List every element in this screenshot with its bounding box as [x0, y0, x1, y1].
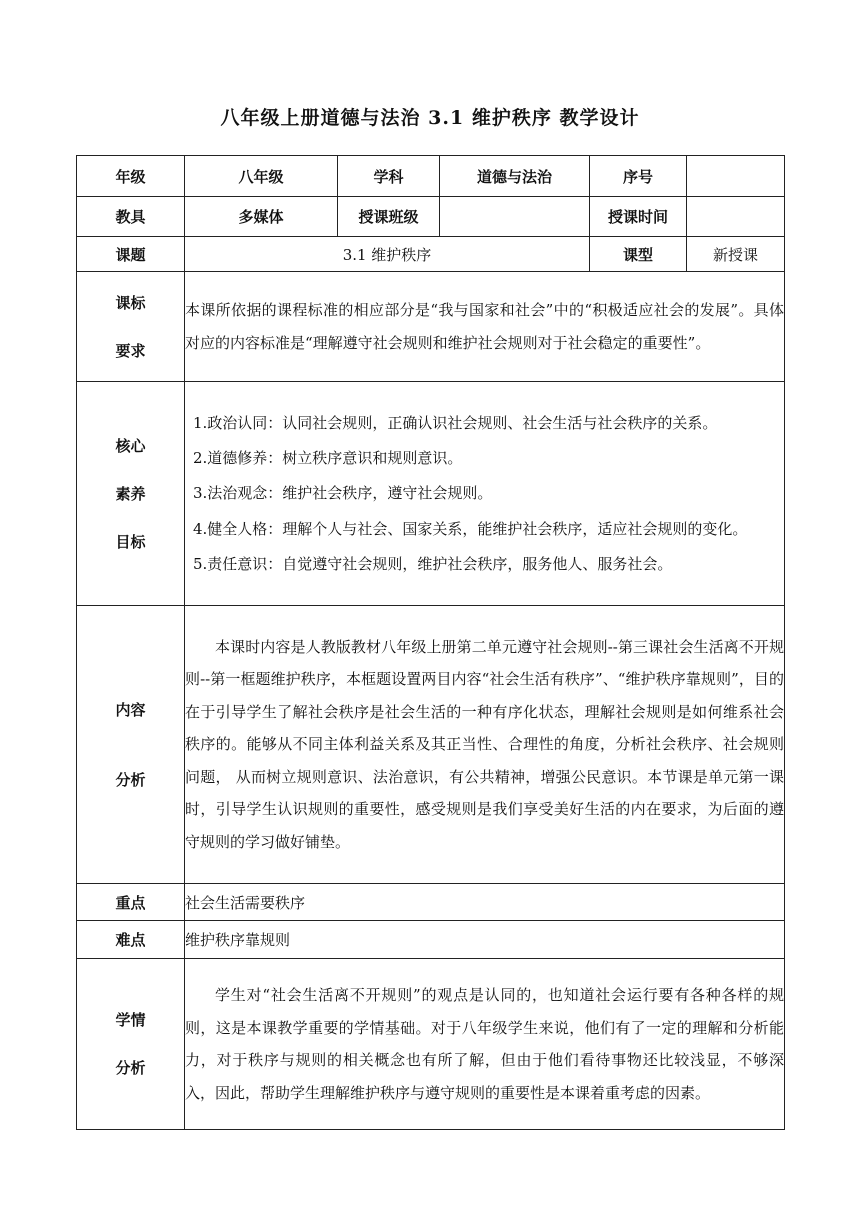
class-value	[440, 197, 590, 237]
info-row-3	[77, 237, 785, 272]
content-text: 本课时内容是人教版教材八年级上册第二单元遵守社会规则--第三课社会生活离不开规则--第一框题维护秩序，本框题设置两目内容“社会生活有秩序”、“维护秩序靠规则”，目的在于引导学生了解社会秩序是社会生活的一种有序化状态，理解社会规则是如何维系社会秩序的。能够从不同主体利益关系及其正当性、合理性的角度，分析社会秩序、社会规则问题， 从而树立规则意识、法治意识，有公共精神，增强公民意识。本节课是单元第一课时，引导学生认识规则的重要性，感受规则是我们享受美好生活的内在要求，为后面的遵守规则的学习做好铺垫。	[185, 606, 785, 884]
difficulty-text: 维护秩序靠规则	[185, 921, 785, 959]
type-label: 课型	[590, 237, 687, 272]
standard-label-line-1: 课标	[115, 293, 146, 312]
topic-value: 3.1 维护秩序	[185, 237, 590, 272]
info-row-2	[77, 197, 785, 237]
standard-text: 本课所依据的课程标准的相应部分是“我与国家和社会”中的“积极适应社会的发展”。具体对应的内容标准是“理解遵守社会规则和维护社会规则对于社会稳定的重要性”。	[185, 272, 785, 382]
info-row-1	[77, 156, 785, 197]
time-value	[687, 197, 785, 237]
difficulty-label: 难点	[77, 921, 185, 959]
content-label-line-2: 分析	[115, 770, 146, 789]
type-value: 新授课	[687, 237, 785, 272]
serial-label: 序号	[590, 156, 687, 197]
core-label-line-1: 核心	[115, 436, 146, 455]
core-goal-item: 3.法治观念：维护社会秩序，遵守社会规则。	[193, 483, 493, 502]
content-label-line-1: 内容	[115, 700, 146, 719]
core-row	[77, 382, 785, 606]
subject-value: 道德与法治	[440, 156, 590, 197]
key-label: 重点	[77, 884, 185, 921]
students-text: 学生对“社会生活离不开规则”的观点是认同的，也知道社会运行要有各种各样的规则，这是本课教学重要的学情基础。对于八年级学生来说，他们有了一定的理解和分析能力，对于秩序与规则的相关概念也有所了解，但由于他们看待事物还比较浅显，不够深入，因此，帮助学生理解维护秩序与遵守规则的重要性是本课着重考虑的因素。	[185, 959, 785, 1130]
document-title: 八年级上册道德与法治 3.1 维护秩序 教学设计	[220, 107, 640, 129]
core-goal-item: 5.责任意识：自觉遵守社会规则，维护社会秩序，服务他人、服务社会。	[193, 554, 673, 573]
subject-label: 学科	[338, 156, 440, 197]
content-row	[77, 606, 785, 884]
standard-label-line-2: 要求	[115, 341, 146, 360]
core-label-line-2: 素养	[115, 484, 146, 503]
students-label-line-1: 学情	[115, 1011, 146, 1029]
standard-row	[77, 272, 785, 382]
time-label: 授课时间	[590, 197, 687, 237]
core-label	[77, 382, 185, 606]
tools-label: 教具	[77, 197, 185, 237]
grade-label: 年级	[77, 156, 185, 197]
students-label	[77, 959, 185, 1130]
topic-label: 课题	[77, 237, 185, 272]
content-label	[77, 606, 185, 884]
class-label: 授课班级	[338, 197, 440, 237]
core-label-line-3: 目标	[115, 532, 146, 551]
students-label-line-2: 分析	[115, 1059, 146, 1077]
key-row	[77, 884, 785, 921]
tools-value: 多媒体	[185, 197, 338, 237]
serial-value	[687, 156, 785, 197]
students-row	[77, 959, 785, 1130]
core-goal-item: 1.政治认同：认同社会规则，正确认识社会规则、社会生活与社会秩序的关系。	[193, 413, 718, 432]
key-text: 社会生活需要秩序	[185, 884, 785, 921]
lesson-plan-table	[76, 155, 785, 1130]
core-goal-item: 2.道德修养：树立秩序意识和规则意识。	[193, 448, 463, 467]
core-goal-item: 4.健全人格：理解个人与社会、国家关系，能维护社会秩序，适应社会规则的变化。	[193, 519, 748, 538]
standard-label	[77, 272, 185, 382]
grade-value: 八年级	[185, 156, 338, 197]
core-goals	[185, 382, 785, 606]
difficulty-row	[77, 921, 785, 959]
